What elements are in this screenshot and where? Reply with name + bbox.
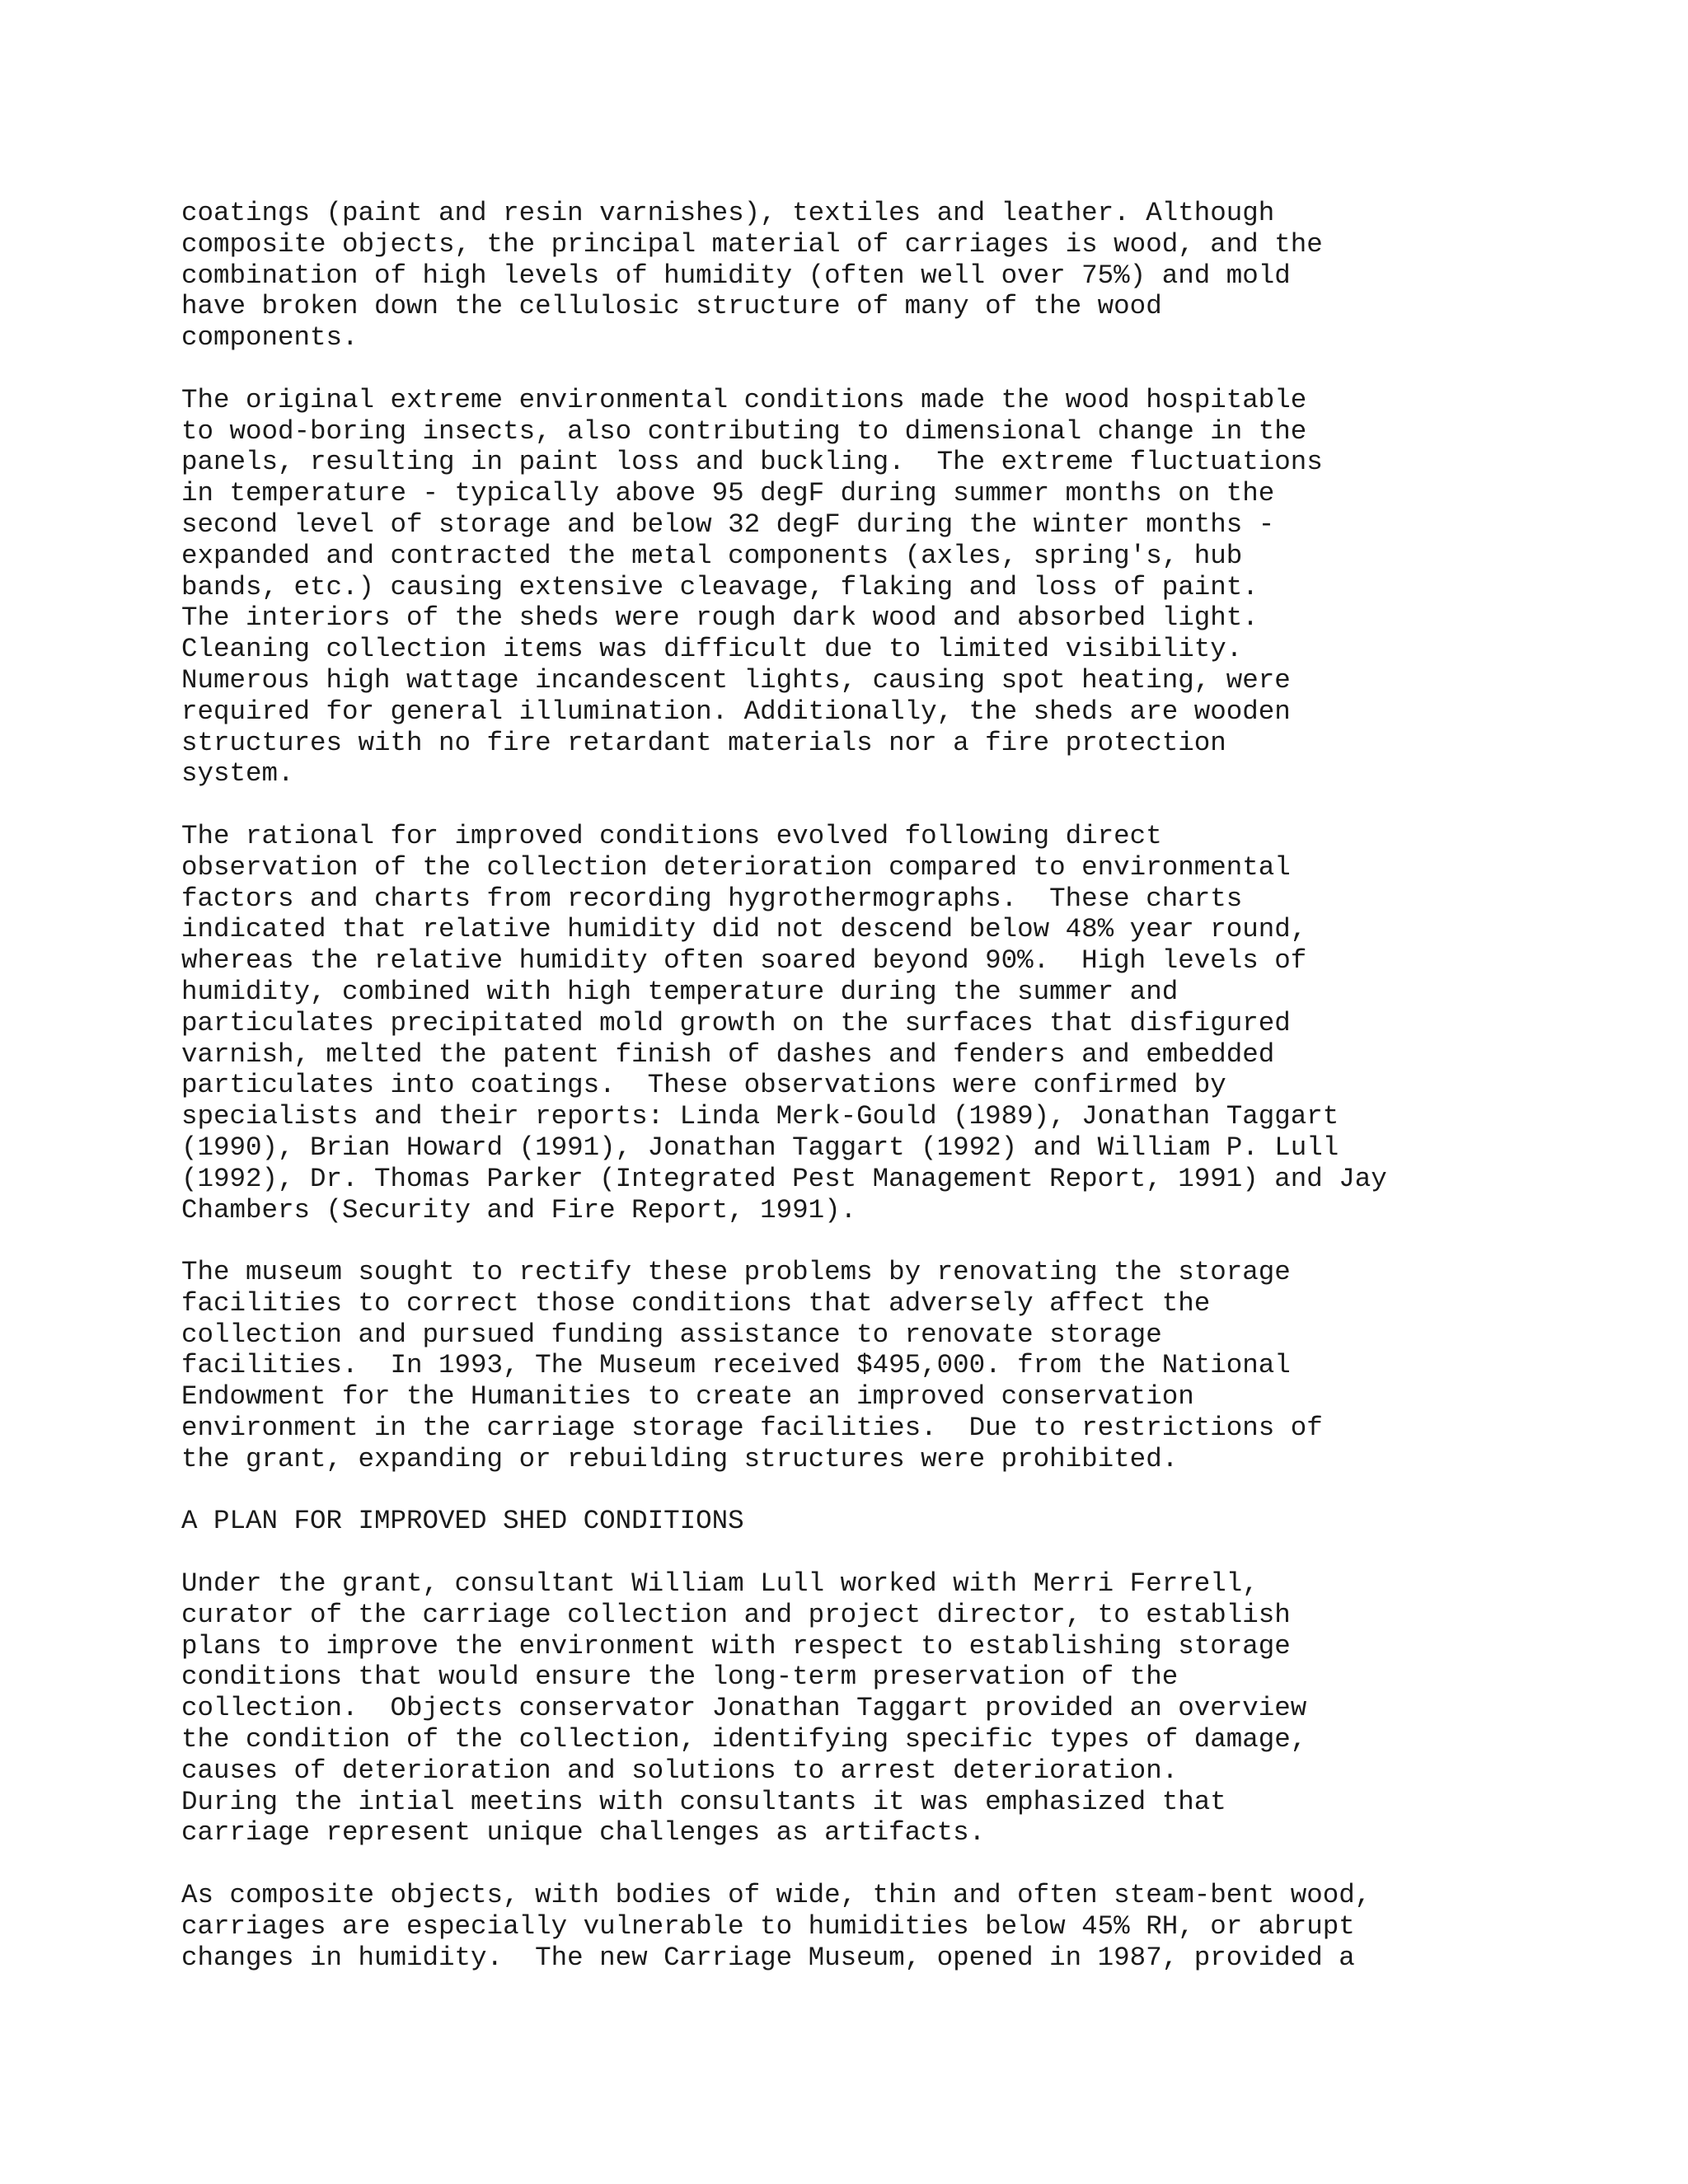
text-line: Endowment for the Humanities to create an improved conservation — [181, 1381, 1194, 1413]
text-line: changes in humidity. The new Carriage Museum, opened in 1987, provided a — [181, 1942, 1355, 1973]
text-line: Chambers (Security and Fire Report, 1991). — [181, 1194, 857, 1226]
paragraph — [181, 1880, 1665, 1973]
text-line: During the intial meetins with consultants it was emphasized that — [181, 1786, 1226, 1817]
text-line: indicated that relative humidity did not descend below 48% year round, — [181, 914, 1307, 945]
text-line: whereas the relative humidity often soared beyond 90%. High levels of — [181, 945, 1307, 977]
paragraph-gap — [181, 1226, 1665, 1257]
text-line: required for general illumination. Additionally, the sheds are wooden — [181, 696, 1291, 727]
text-line: second level of storage and below 32 degF during the winter months - — [181, 509, 1275, 540]
text-line: collection and pursued funding assistance to renovate storage — [181, 1319, 1162, 1350]
paragraph — [181, 1257, 1665, 1475]
text-line: environment in the carriage storage facilities. Due to restrictions of — [181, 1413, 1323, 1444]
paragraph-gap — [181, 1849, 1665, 1880]
text-line: plans to improve the environment with respect to establishing storage — [181, 1630, 1291, 1661]
paragraph — [181, 1568, 1665, 1849]
text-line: Numerous high wattage incandescent lights, causing spot heating, were — [181, 664, 1291, 696]
text-line: humidity, combined with high temperature during the summer and — [181, 976, 1179, 1007]
text-line: collection. Objects conservator Jonathan Taggart provided an overview — [181, 1693, 1307, 1724]
text-line: specialists and their reports: Linda Merk-Gould (1989), Jonathan Taggart — [181, 1101, 1339, 1132]
paragraph-gap — [181, 354, 1665, 385]
text-line: in temperature - typically above 95 degF during summer months on the — [181, 478, 1275, 509]
text-line: particulates into coatings. These observations were confirmed by — [181, 1070, 1226, 1101]
text-line: facilities. In 1993, The Museum received $495,000. from the National — [181, 1350, 1291, 1381]
text-line: conditions that would ensure the long-term preservation of the — [181, 1661, 1179, 1693]
text-line: As composite objects, with bodies of wide, thin and often steam-bent wood, — [181, 1880, 1372, 1911]
heading-text: A PLAN FOR IMPROVED SHED CONDITIONS — [181, 1506, 744, 1537]
text-line: particulates precipitated mold growth on the surfaces that disfigured — [181, 1007, 1291, 1038]
text-line: structures with no fire retardant materials nor a fire protection — [181, 727, 1226, 758]
document-body — [181, 198, 1665, 1973]
paragraph — [181, 385, 1665, 790]
text-line: the condition of the collection, identifying specific types of damage, — [181, 1724, 1307, 1755]
text-line: The museum sought to rectify these problems by renovating the storage — [181, 1257, 1291, 1288]
paragraph-gap — [181, 790, 1665, 821]
text-line: expanded and contracted the metal components (axles, spring's, hub — [181, 540, 1243, 571]
text-line: coatings (paint and resin varnishes), textiles and leather. Although — [181, 198, 1275, 228]
paragraph — [181, 821, 1665, 1226]
paragraph-gap — [181, 1537, 1665, 1568]
text-line: components. — [181, 322, 359, 354]
text-line: The rational for improved conditions evolved following direct — [181, 820, 1162, 851]
text-line: The original extreme environmental conditions made the wood hospitable — [181, 384, 1307, 415]
text-line: (1992), Dr. Thomas Parker (Integrated Pest Management Report, 1991) and Jay — [181, 1163, 1387, 1194]
text-line: combination of high levels of humidity (often well over 75%) and mold — [181, 260, 1291, 291]
text-line: carriages are especially vulnerable to humidities below 45% RH, or abrupt — [181, 1910, 1355, 1942]
text-line: facilities to correct those conditions that adversely affect the — [181, 1287, 1211, 1319]
text-line: carriage represent unique challenges as artifacts. — [181, 1817, 986, 1849]
paragraph-gap — [181, 1475, 1665, 1507]
text-line: panels, resulting in paint loss and buckling. The extreme fluctuations — [181, 447, 1323, 478]
paragraph — [181, 198, 1665, 354]
text-line: The interiors of the sheds were rough dark wood and absorbed light. — [181, 602, 1259, 634]
text-line: observation of the collection deterioration compared to environmental — [181, 851, 1291, 883]
text-line: Under the grant, consultant William Lull worked with Merri Ferrell, — [181, 1568, 1259, 1600]
text-line: factors and charts from recording hygrothermographs. These charts — [181, 883, 1243, 914]
text-line: causes of deterioration and solutions to arrest deterioration. — [181, 1755, 1179, 1786]
text-line: (1990), Brian Howard (1991), Jonathan Taggart (1992) and William P. Lull — [181, 1132, 1339, 1163]
text-line: have broken down the cellulosic structure of many of the wood — [181, 291, 1162, 322]
text-line: the grant, expanding or rebuilding structures were prohibited. — [181, 1443, 1179, 1474]
text-line: varnish, melted the patent finish of dashes and fenders and embedded — [181, 1038, 1275, 1070]
text-line: curator of the carriage collection and project director, to establish — [181, 1599, 1291, 1630]
text-line: to wood-boring insects, also contributing to dimensional change in the — [181, 415, 1307, 447]
text-line: system. — [181, 758, 294, 790]
text-line: Cleaning collection items was difficult due to limited visibility. — [181, 634, 1243, 665]
text-line: composite objects, the principal material of carriages is wood, and the — [181, 228, 1323, 260]
section-heading — [181, 1506, 1665, 1537]
text-line: bands, etc.) causing extensive cleavage, flaking and loss of paint. — [181, 571, 1259, 602]
